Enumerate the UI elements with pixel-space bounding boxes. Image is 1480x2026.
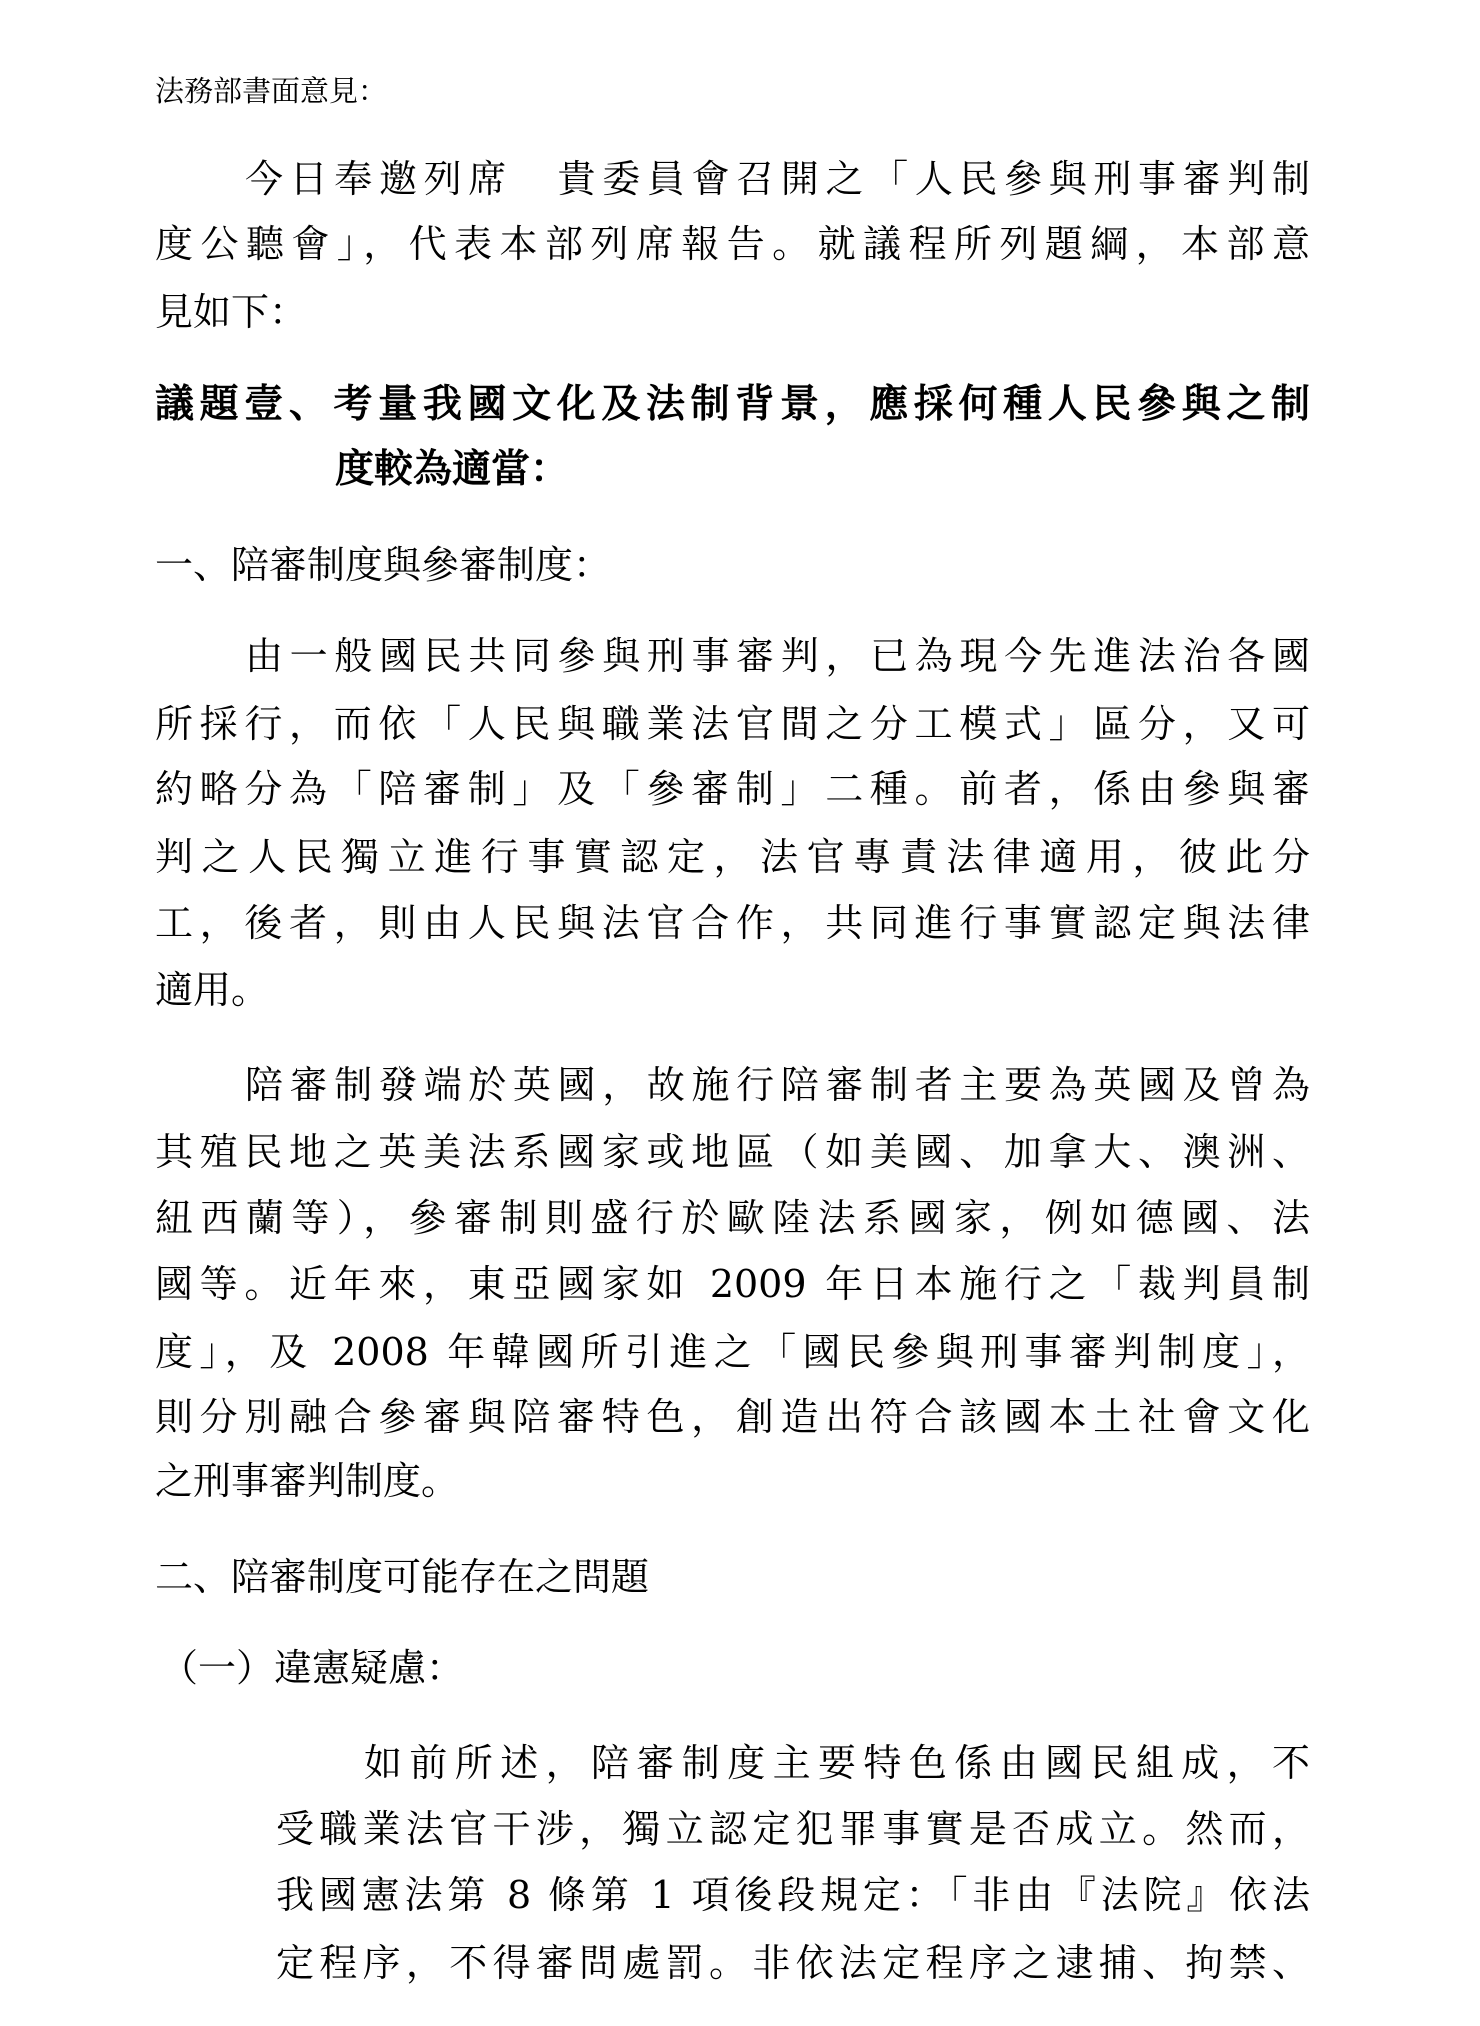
paragraph-line: 則分別融合參審與陪審特色，創造出符合該國本土社會文化 xyxy=(155,1395,1310,1439)
intro-line: 今日奉邀列席 貴委員會召開之「人民參與刑事審判制 xyxy=(245,157,1310,201)
issue-heading-line: 議題壹、考量我國文化及法制背景，應採何種人民參與之制 xyxy=(155,382,1310,427)
section-title: 一、陪審制度與參審制度： xyxy=(155,543,612,587)
paragraph-line: 我國憲法第 8 條第 1 項後段規定：「非由『法院』依法 xyxy=(276,1873,1310,1917)
intro-line: 度公聽會」，代表本部列席報告。就議程所列題綱，本部意 xyxy=(155,222,1310,266)
paragraph-line: 受職業法官干涉，獨立認定犯罪事實是否成立。然而， xyxy=(276,1807,1310,1851)
issue-heading-line: 度較為適當： xyxy=(335,447,570,492)
document-header: 法務部書面意見： xyxy=(155,74,388,108)
paragraph-line: 約略分為「陪審制」及「參審制」二種。前者，係由參與審 xyxy=(155,767,1310,811)
subsection-title: （一）違憲疑慮： xyxy=(160,1646,465,1690)
paragraph-line: 定程序，不得審問處罰。非依法定程序之逮捕、拘禁、 xyxy=(276,1941,1310,1985)
paragraph-line: 國等。近年來，東亞國家如 2009 年日本施行之「裁判員制 xyxy=(155,1262,1310,1306)
section-title: 二、陪審制度可能存在之問題 xyxy=(155,1555,650,1599)
paragraph-line: 所採行，而依「人民與職業法官間之分工模式」區分，又可 xyxy=(155,702,1310,746)
paragraph-line: 由一般國民共同參與刑事審判，已為現今先進法治各國 xyxy=(245,634,1310,678)
paragraph-line: 其殖民地之英美法系國家或地區（如美國、加拿大、澳洲、 xyxy=(155,1130,1310,1174)
paragraph-line: 之刑事審判制度。 xyxy=(155,1459,460,1503)
paragraph-line: 紐西蘭等），參審制則盛行於歐陸法系國家，例如德國、法 xyxy=(155,1196,1310,1240)
paragraph-line: 工，後者，則由人民與法官合作，共同進行事實認定與法律 xyxy=(155,901,1310,945)
paragraph-line: 判之人民獨立進行事實認定，法官專責法律適用，彼此分 xyxy=(155,835,1310,879)
paragraph-line: 如前所述，陪審制度主要特色係由國民組成，不 xyxy=(364,1741,1310,1785)
paragraph-line: 度」，及 2008 年韓國所引進之「國民參與刑事審判制度」， xyxy=(155,1330,1310,1374)
paragraph-line: 適用。 xyxy=(155,968,270,1012)
paragraph-line: 陪審制發端於英國，故施行陪審制者主要為英國及曾為 xyxy=(245,1063,1310,1107)
intro-line: 見如下： xyxy=(155,290,308,334)
